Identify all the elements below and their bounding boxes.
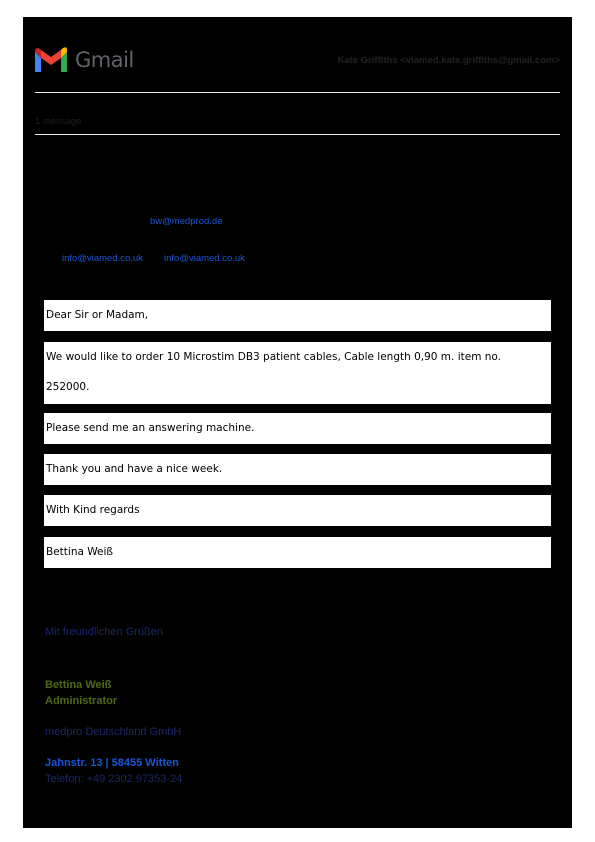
body-line-box: [44, 300, 551, 331]
body-order-text: We would like to order 10 Microstim DB3 patient cables, Cable length 0,90 m. item no.: [46, 351, 502, 363]
thread-divider: [35, 134, 560, 135]
to-email-link-1[interactable]: info@viamed.co.uk: [62, 253, 143, 264]
message-count: 1 message: [35, 116, 82, 127]
signature-greeting: Mit freundlichen Grüßen: [45, 626, 163, 638]
body-request: Please send me an answering machine.: [46, 422, 255, 434]
body-line-box: [44, 495, 551, 526]
body-line-box: [44, 537, 551, 568]
body-signer: Bettina Weiß: [46, 546, 113, 558]
body-item-number: 252000.: [46, 381, 90, 393]
to-email-link-2[interactable]: info@viamed.co.uk: [164, 253, 245, 264]
signature-role: Administrator: [45, 695, 118, 707]
account-address: Kate Griffiths <viamed.kate.griffiths@gmail.com>: [337, 55, 560, 66]
cc-email-link[interactable]: bw@medprod.de: [150, 216, 223, 227]
header-divider: [35, 92, 560, 93]
signature-name: Bettina Weiß: [45, 679, 112, 691]
body-salutation: Dear Sir or Madam,: [46, 309, 149, 321]
print-page: [23, 17, 572, 828]
body-line-box: [44, 342, 551, 404]
signature-address: Jahnstr. 13 | 58455 Witten: [45, 757, 179, 769]
signature-company: medpro Deutschland GmbH: [45, 726, 182, 738]
body-line-box: [44, 454, 551, 485]
gmail-wordmark: Gmail: [75, 48, 134, 72]
body-line-box: [44, 413, 551, 444]
signature-phone: Telefon: +49 2302 97353-24: [45, 773, 183, 785]
body-closing: With Kind regards: [46, 504, 140, 516]
body-thanks: Thank you and have a nice week.: [46, 463, 223, 475]
gmail-logo-icon: [33, 46, 69, 74]
